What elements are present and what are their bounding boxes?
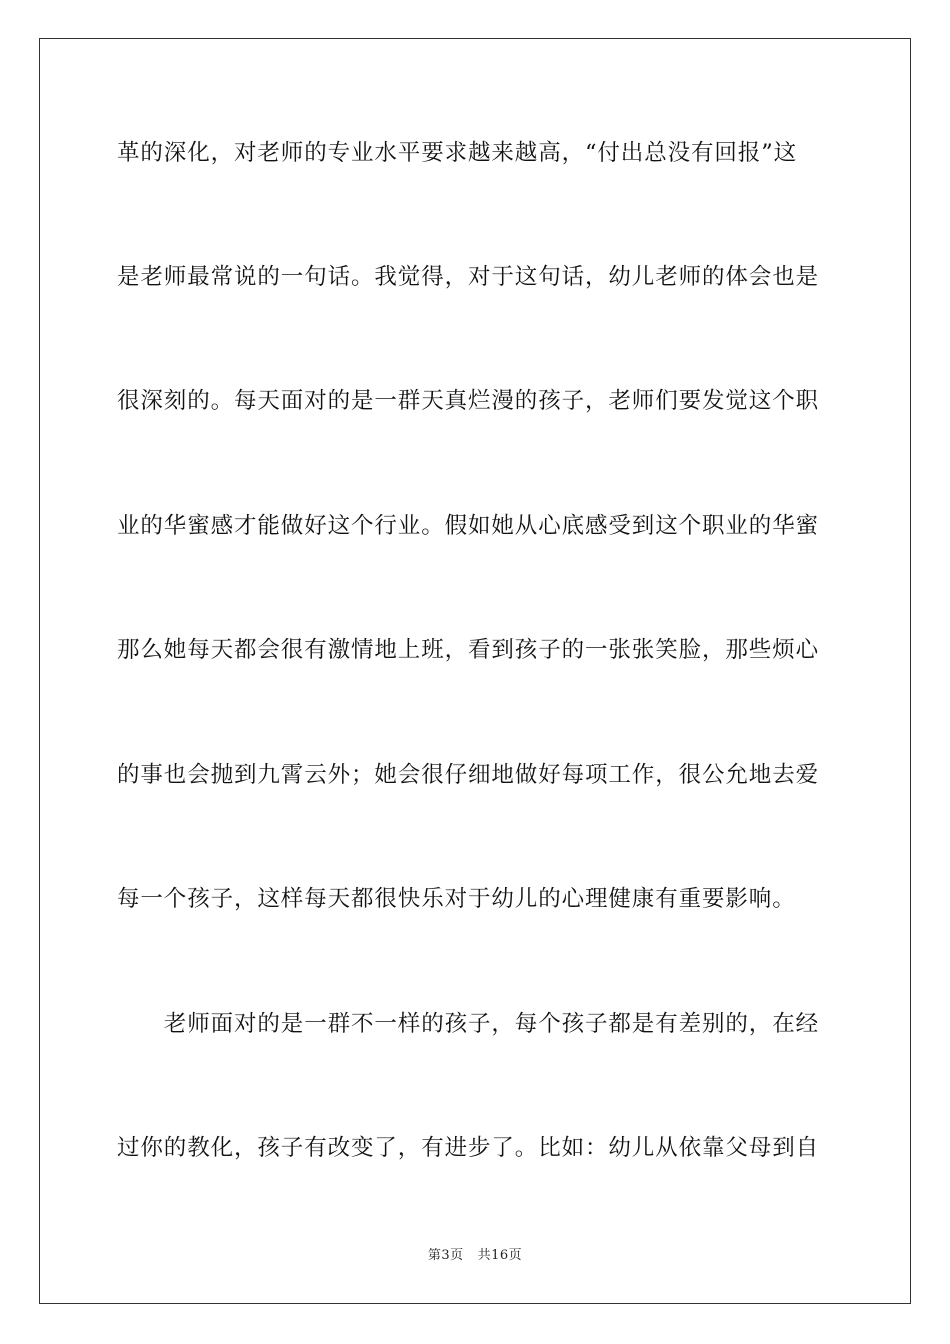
page-number: 第3页 [427, 1248, 464, 1263]
body-text-line: 很深刻的。每天面对的是一群天真烂漫的孩子，老师们要发觉这个职 [117, 388, 820, 414]
body-text-line: 革的深化，对老师的专业水平要求越来越高，“付出总没有回报”这 [117, 140, 798, 166]
body-text-line: 的事也会抛到九霄云外；她会很仔细地做好每项工作，很公允地去爱 [117, 762, 820, 788]
body-text-line: 每一个孩子，这样每天都很快乐对于幼儿的心理健康有重要影响。 [117, 886, 796, 912]
body-text-line: 老师面对的是一群不一样的孩子，每个孩子都是有差别的，在经 [117, 1011, 820, 1037]
body-text-line: 是老师最常说的一句话。我觉得，对于这句话，幼儿老师的体会也是 [117, 264, 820, 290]
page-border [39, 38, 911, 1304]
body-text-line: 业的华蜜感才能做好这个行业。假如她从心底感受到这个职业的华蜜 [117, 513, 820, 539]
body-text-line: 过你的教化，孩子有改变了，有进步了。比如：幼儿从依靠父母到自 [117, 1135, 820, 1161]
body-text-line: 那么她每天都会很有激情地上班，看到孩子的一张张笑脸，那些烦心 [117, 637, 820, 663]
page-total: 共16页 [477, 1248, 523, 1263]
page-footer [0, 1247, 950, 1265]
